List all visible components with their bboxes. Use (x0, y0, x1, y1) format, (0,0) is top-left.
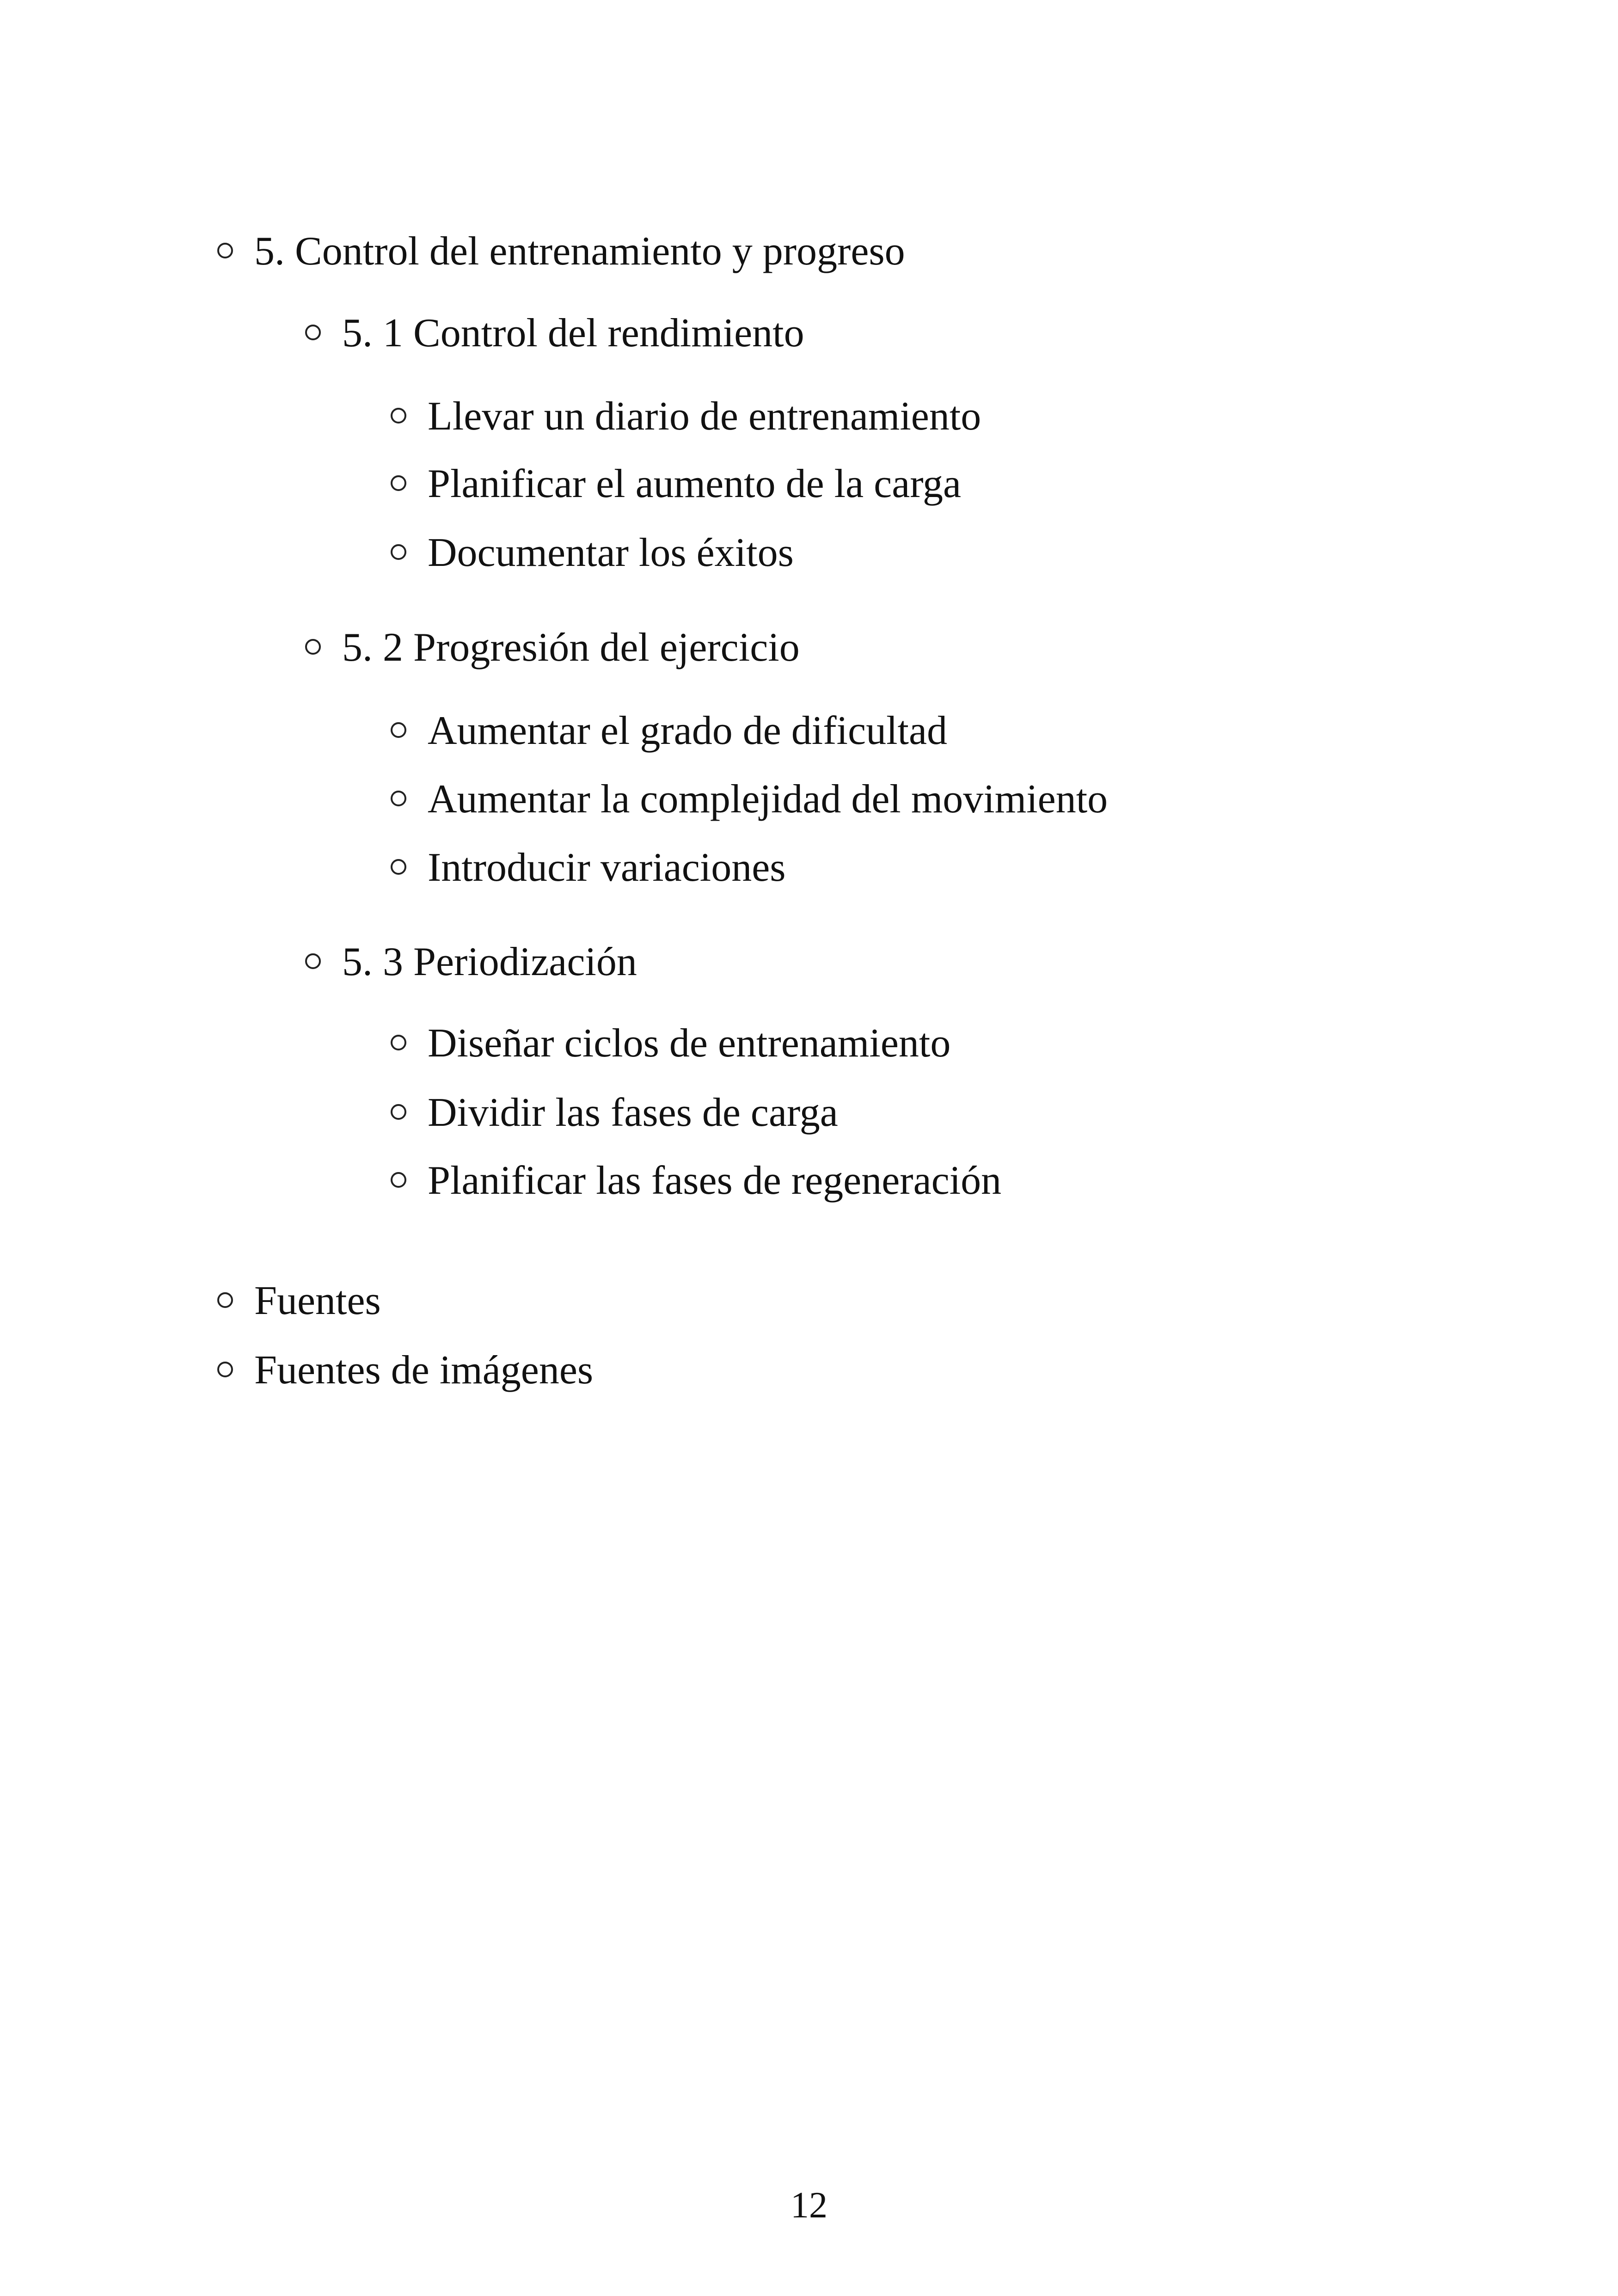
outline-item-fuentes (217, 1278, 381, 1323)
circle-bullet-icon (391, 475, 406, 491)
circle-bullet-icon (217, 1292, 233, 1308)
outline-item-fuentes-imagenes (217, 1350, 593, 1391)
outline-item (391, 708, 948, 753)
outline-item (391, 779, 1108, 820)
outline-item-label: Dividir las fases de carga (428, 1090, 838, 1135)
circle-bullet-icon (305, 953, 321, 969)
circle-bullet-icon (391, 544, 406, 560)
circle-bullet-icon (391, 859, 406, 875)
outline-item-label: Planificar el aumento de la carga (428, 461, 962, 506)
outline-item-label: 5. Control del entrenamiento y progreso (254, 229, 905, 274)
outline-item-label: Diseñar ciclos de entrenamiento (428, 1021, 951, 1066)
outline-item (391, 1090, 838, 1135)
circle-bullet-icon (305, 639, 321, 655)
outline-item (391, 530, 794, 575)
outline-item-label: Aumentar el grado de dificultad (428, 708, 948, 753)
circle-bullet-icon (391, 791, 406, 806)
outline-item-section-5 (217, 231, 905, 272)
outline-item-label: Fuentes (254, 1278, 381, 1323)
outline-item (391, 1023, 950, 1064)
outline-item-label: Documentar los éxitos (428, 530, 794, 575)
outline-item (391, 461, 962, 506)
page-number: 12 (791, 2185, 827, 2226)
outline-item-label: 5. 2 Progresión del ejercicio (342, 625, 800, 670)
circle-bullet-icon (391, 408, 406, 424)
outline-item-label: Planificar las fases de regeneración (428, 1158, 1002, 1203)
circle-bullet-icon (217, 1362, 233, 1377)
outline-item (391, 847, 786, 888)
outline-item (391, 1160, 1001, 1201)
outline-item (391, 396, 981, 437)
outline-item-label: Fuentes de imágenes (254, 1348, 594, 1393)
circle-bullet-icon (391, 1104, 406, 1120)
outline-item-5-3 (305, 939, 637, 984)
circle-bullet-icon (305, 325, 321, 340)
outline-item-label: Aumentar la complejidad del movimiento (428, 777, 1108, 822)
outline-item-5-1 (305, 313, 804, 354)
circle-bullet-icon (391, 722, 406, 738)
outline-item-label: Introducir variaciones (428, 845, 786, 890)
outline-item-label: 5. 3 Periodización (342, 939, 637, 984)
circle-bullet-icon (391, 1172, 406, 1188)
outline-item-label: Llevar un diario de entrenamiento (428, 394, 981, 439)
outline-item-label: 5. 1 Control del rendimiento (342, 311, 804, 356)
outline-item-5-2 (305, 627, 800, 668)
circle-bullet-icon (217, 243, 233, 258)
circle-bullet-icon (391, 1035, 406, 1050)
